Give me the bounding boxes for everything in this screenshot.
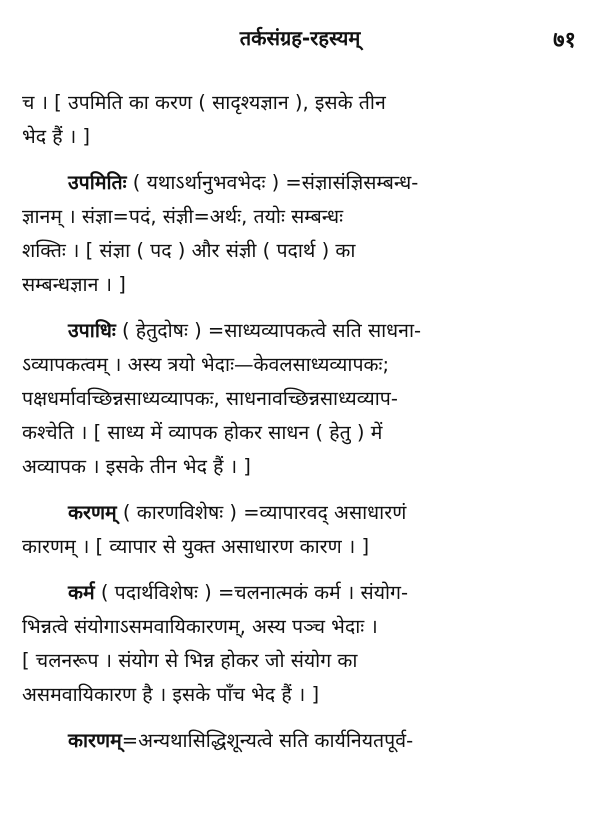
- definition-term: कर्म: [68, 581, 95, 604]
- text-line: कारणम् । [ व्यापार से युक्त असाधारण कारण । ]: [22, 535, 370, 558]
- text-line: पक्षधर्मावच्छिन्नसाध्यव्यापकः, साधनावच्छिन्नसाध्यव्याप-: [22, 387, 398, 410]
- text-line: च । [ उपमिति का करण ( सादृश्यज्ञान ), इसके तीन: [22, 91, 386, 114]
- running-header: [0, 24, 600, 56]
- text-line: शक्तिः । [ संज्ञा ( पद ) और संज्ञी ( पदार्थ ) का: [22, 239, 356, 262]
- definition-karma: [22, 576, 582, 712]
- page-number: ७१: [553, 28, 576, 53]
- text-line: भिन्नत्वे संयोगाऽसमवायिकारणम्, अस्य पञ्च भेदाः ।: [22, 615, 378, 638]
- text-line-first: [22, 496, 582, 530]
- definition-karanam-cause: [22, 724, 582, 758]
- text-segment: ( पदार्थविशेषः ) =चलनात्मकं कर्म । संयोग-: [94, 581, 409, 604]
- text-line: भेद हैं । ]: [22, 125, 91, 148]
- text-line-first: [22, 724, 582, 758]
- body-text: [22, 86, 582, 770]
- text-segment: ( कारणविशेषः ) =व्यापारवद् असाधारणं: [116, 501, 407, 524]
- text-line: सम्बन्धज्ञान । ]: [22, 273, 126, 296]
- text-segment: ( यथाऽर्थानुभवभेदः ) =संज्ञासंज्ञिसम्बन्ध-: [126, 171, 419, 194]
- paragraph-continuation: [22, 86, 582, 154]
- text-line: ज्ञानम् । संज्ञा=पदं, संज्ञी=अर्थः, तयोः सम्बन्धः: [22, 205, 344, 228]
- text-line: अव्यापक । इसके तीन भेद हैं । ]: [22, 455, 251, 478]
- text-line: कश्चेति । [ साध्य में व्यापक होकर साधन ( हेतु ) में: [22, 421, 383, 444]
- definition-term: उपमितिः: [68, 171, 127, 194]
- definition-term: करणम्: [68, 501, 117, 524]
- definition-upamiti: [22, 166, 582, 302]
- text-line: [ चलनरूप । संयोग से भिन्न होकर जो संयोग का: [22, 649, 358, 672]
- header-title: तर्कसंग्रह-रहस्यम्: [239, 26, 361, 50]
- text-line-first: [22, 576, 582, 610]
- definition-karanam: [22, 496, 582, 564]
- text-line: असमवायिकारण है । इसके पाँच भेद हैं । ]: [22, 683, 320, 706]
- text-segment: ( हेतुदोषः ) =साध्यव्यापकत्वे सति साधना-: [115, 319, 422, 342]
- text-line: ऽव्यापकत्वम् । अस्य त्रयो भेदाः—केवलसाध्यव्यापकः;: [22, 353, 390, 376]
- definition-upadhi: [22, 314, 582, 484]
- text-line-first: [22, 166, 582, 200]
- text-segment: =अन्यथासिद्धिशून्यत्वे सति कार्यनियतपूर्व-: [121, 729, 414, 752]
- definition-term: उपाधिः: [68, 319, 116, 342]
- text-line-first: [22, 314, 582, 348]
- definition-term: कारणम्: [68, 729, 122, 752]
